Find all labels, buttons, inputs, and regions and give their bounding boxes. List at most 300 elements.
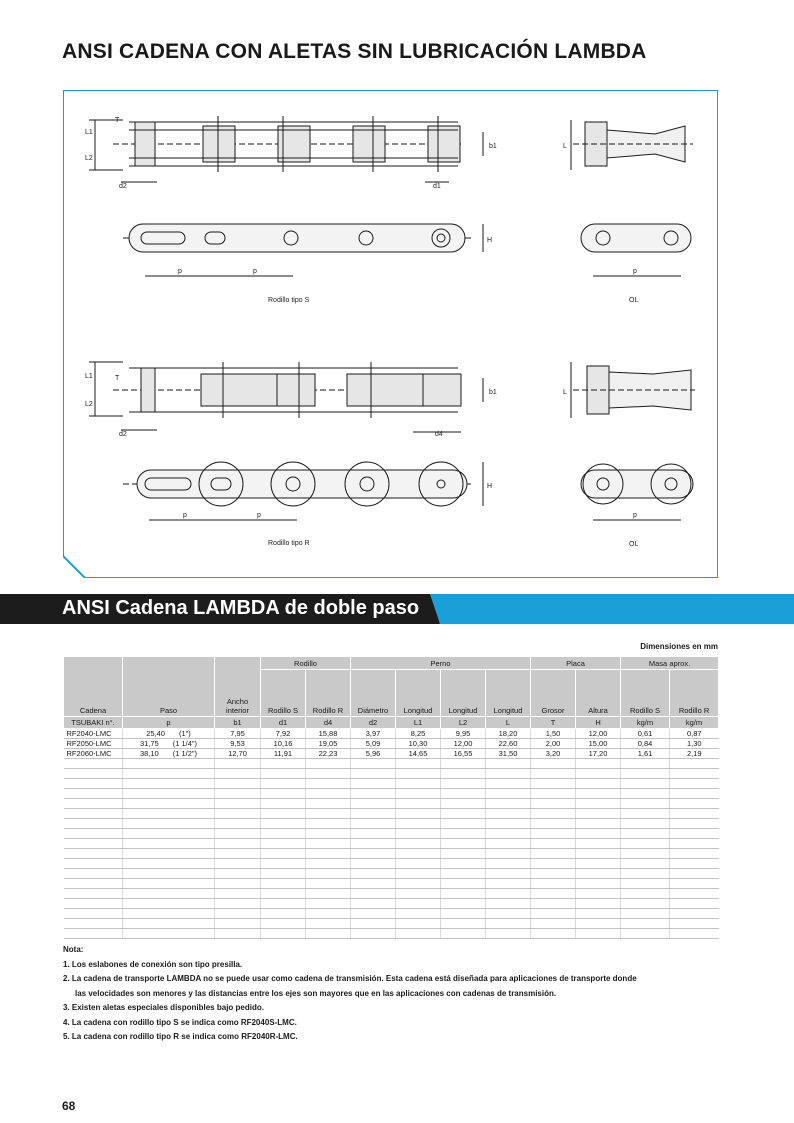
- col-masa-r: Rodillo R: [670, 670, 719, 717]
- unit-masa-r: kg/m: [670, 717, 719, 729]
- s-type-top-view: [89, 116, 483, 182]
- empty-cell: [64, 849, 123, 859]
- empty-cell: [396, 879, 441, 889]
- empty-cell: [396, 859, 441, 869]
- empty-cell: [123, 889, 215, 899]
- empty-cell: [670, 829, 719, 839]
- empty-cell: [306, 929, 351, 939]
- table-cell: RF2050-LMC: [64, 739, 123, 749]
- empty-cell: [123, 879, 215, 889]
- empty-cell: [64, 929, 123, 939]
- col-long-l: Longitud: [486, 670, 531, 717]
- empty-cell: [486, 859, 531, 869]
- col-grosor: Grosor: [531, 670, 576, 717]
- empty-cell: [486, 779, 531, 789]
- col-long-l1: Longitud: [396, 670, 441, 717]
- empty-cell: [351, 839, 396, 849]
- empty-cell: [621, 829, 670, 839]
- table-cell: 0,61: [621, 729, 670, 739]
- empty-cell: [486, 839, 531, 849]
- label-t-top: T: [115, 117, 120, 124]
- paso-mm: 38,10: [139, 749, 159, 758]
- label-d2-r: d2: [119, 431, 127, 438]
- empty-cell: [396, 809, 441, 819]
- empty-cell: [215, 879, 261, 889]
- empty-cell: [396, 799, 441, 809]
- empty-cell: [531, 829, 576, 839]
- empty-cell: [306, 869, 351, 879]
- label-d4-r: d4: [435, 431, 443, 438]
- dimensions-note: Dimensiones en mm: [640, 642, 718, 651]
- table-row: [64, 739, 719, 749]
- unit-diam: d2: [351, 717, 396, 729]
- empty-cell: [441, 779, 486, 789]
- empty-cell: [215, 889, 261, 899]
- empty-cell: [486, 879, 531, 889]
- empty-cell: [531, 789, 576, 799]
- empty-cell: [621, 789, 670, 799]
- empty-cell: [306, 779, 351, 789]
- empty-cell: [441, 859, 486, 869]
- empty-cell: [531, 929, 576, 939]
- empty-cell: [396, 839, 441, 849]
- empty-table-row: [64, 869, 719, 879]
- empty-cell: [306, 879, 351, 889]
- empty-cell: [670, 889, 719, 899]
- empty-cell: [670, 759, 719, 769]
- table-cell: 22,60: [486, 739, 531, 749]
- empty-cell: [576, 819, 621, 829]
- empty-cell: [396, 829, 441, 839]
- empty-cell: [306, 829, 351, 839]
- empty-cell: [261, 889, 306, 899]
- empty-cell: [441, 759, 486, 769]
- table-cell: 9,95: [441, 729, 486, 739]
- unit-grosor: T: [531, 717, 576, 729]
- empty-cell: [306, 789, 351, 799]
- table-cell: 10,30: [396, 739, 441, 749]
- label-l2-r: L2: [85, 401, 93, 408]
- table-cell: 17,20: [576, 749, 621, 759]
- empty-cell: [261, 769, 306, 779]
- caption-roller-s: Rodillo tipo S: [268, 297, 310, 304]
- empty-cell: [441, 799, 486, 809]
- paso-mm: 25,40: [146, 729, 165, 738]
- table-cell: 15,88: [306, 729, 351, 739]
- empty-table-row: [64, 839, 719, 849]
- empty-cell: [396, 899, 441, 909]
- empty-cell: [396, 849, 441, 859]
- note-item: 2. La cadena de transporte LAMBDA no se puede usar como cadena de transmisión. Esta cadena está diseñada para aplicaciones de transporte donde: [63, 974, 637, 983]
- empty-table-row: [64, 929, 719, 939]
- empty-cell: [621, 919, 670, 929]
- empty-cell: [351, 799, 396, 809]
- empty-cell: [576, 929, 621, 939]
- empty-cell: [576, 779, 621, 789]
- table-cell: 16,55: [441, 749, 486, 759]
- ol-bottom-side-view: [571, 362, 695, 418]
- empty-cell: [396, 929, 441, 939]
- spec-table: [63, 656, 719, 939]
- empty-cell: [306, 889, 351, 899]
- caption-ol-bottom: OL: [629, 541, 639, 548]
- empty-table-row: [64, 849, 719, 859]
- col-rod-s: Rodillo S: [261, 670, 306, 717]
- empty-cell: [576, 799, 621, 809]
- empty-cell: [261, 759, 306, 769]
- label-l-ol-top: L: [563, 143, 567, 150]
- empty-cell: [486, 919, 531, 929]
- label-d1-top: d1: [433, 183, 441, 190]
- empty-cell: [576, 859, 621, 869]
- empty-cell: [215, 919, 261, 929]
- empty-cell: [531, 799, 576, 809]
- empty-cell: [486, 759, 531, 769]
- section-title: ANSI Cadena LAMBDA de doble paso: [62, 597, 420, 619]
- empty-cell: [670, 819, 719, 829]
- label-p-s2: p: [253, 268, 257, 275]
- empty-cell: [486, 799, 531, 809]
- empty-cell: [576, 829, 621, 839]
- empty-cell: [215, 829, 261, 839]
- empty-cell: [123, 909, 215, 919]
- empty-cell: [123, 869, 215, 879]
- unit-long-l1: L1: [396, 717, 441, 729]
- empty-cell: [123, 919, 215, 929]
- empty-cell: [441, 899, 486, 909]
- empty-cell: [670, 909, 719, 919]
- empty-cell: [576, 869, 621, 879]
- empty-cell: [261, 929, 306, 939]
- unit-rod-r: d4: [306, 717, 351, 729]
- empty-cell: [215, 909, 261, 919]
- table-cell: 12,70: [215, 749, 261, 759]
- table-cell: RF2060-LMC: [64, 749, 123, 759]
- empty-cell: [531, 889, 576, 899]
- empty-cell: [396, 759, 441, 769]
- empty-cell: [351, 869, 396, 879]
- unit-ancho: b1: [215, 717, 261, 729]
- empty-cell: [531, 809, 576, 819]
- empty-cell: [441, 879, 486, 889]
- label-l1-r: L1: [85, 373, 93, 380]
- empty-cell: [123, 849, 215, 859]
- empty-cell: [531, 779, 576, 789]
- label-b1-r: b1: [489, 389, 497, 396]
- empty-cell: [261, 869, 306, 879]
- empty-cell: [351, 879, 396, 889]
- col-cadena: Cadena: [64, 657, 123, 717]
- empty-cell: [531, 909, 576, 919]
- label-l2-top: L2: [85, 155, 93, 162]
- empty-cell: [123, 769, 215, 779]
- empty-table-row: [64, 779, 719, 789]
- spec-table-body: [64, 729, 719, 939]
- label-h-s: H: [487, 237, 493, 244]
- empty-cell: [670, 849, 719, 859]
- table-cell: 1,61: [621, 749, 670, 759]
- empty-table-row: [64, 759, 719, 769]
- empty-cell: [123, 929, 215, 939]
- empty-cell: [64, 839, 123, 849]
- empty-cell: [576, 909, 621, 919]
- empty-cell: [351, 789, 396, 799]
- table-cell: [123, 749, 215, 759]
- unit-rod-s: d1: [261, 717, 306, 729]
- empty-cell: [486, 819, 531, 829]
- empty-cell: [215, 839, 261, 849]
- empty-cell: [670, 839, 719, 849]
- table-row: [64, 729, 719, 739]
- table-cell: 31,50: [486, 749, 531, 759]
- table-cell: 15,00: [576, 739, 621, 749]
- technical-drawing: [63, 90, 718, 578]
- empty-cell: [531, 849, 576, 859]
- empty-cell: [351, 889, 396, 899]
- empty-cell: [215, 849, 261, 859]
- empty-cell: [64, 859, 123, 869]
- empty-cell: [123, 759, 215, 769]
- empty-cell: [64, 759, 123, 769]
- paso-inch: (1 1/2"): [172, 749, 198, 758]
- note-item: 5. La cadena con rodillo tipo R se indica como RF2040R-LMC.: [63, 1032, 298, 1041]
- empty-cell: [486, 849, 531, 859]
- empty-cell: [531, 859, 576, 869]
- empty-cell: [670, 919, 719, 929]
- empty-cell: [306, 819, 351, 829]
- empty-cell: [670, 799, 719, 809]
- table-cell: 22,23: [306, 749, 351, 759]
- empty-cell: [396, 819, 441, 829]
- empty-cell: [306, 859, 351, 869]
- col-long-l2: Longitud: [441, 670, 486, 717]
- table-row: [64, 749, 719, 759]
- empty-cell: [351, 899, 396, 909]
- empty-cell: [531, 899, 576, 909]
- group-rodillo: Rodillo: [261, 657, 351, 670]
- empty-cell: [351, 769, 396, 779]
- table-cell: [123, 729, 215, 739]
- empty-cell: [64, 869, 123, 879]
- empty-cell: [306, 849, 351, 859]
- col-diam: Diámetro: [351, 670, 396, 717]
- empty-cell: [123, 839, 215, 849]
- empty-cell: [396, 779, 441, 789]
- empty-cell: [441, 829, 486, 839]
- empty-cell: [531, 919, 576, 929]
- empty-cell: [621, 769, 670, 779]
- drawing-frame-border: [63, 90, 718, 578]
- empty-cell: [123, 809, 215, 819]
- empty-cell: [215, 819, 261, 829]
- empty-cell: [621, 899, 670, 909]
- note-item: 1. Los eslabones de conexión son tipo presilla.: [63, 959, 243, 969]
- empty-cell: [441, 849, 486, 859]
- empty-cell: [306, 809, 351, 819]
- empty-cell: [621, 889, 670, 899]
- empty-table-row: [64, 769, 719, 779]
- empty-cell: [306, 899, 351, 909]
- empty-table-row: [64, 789, 719, 799]
- unit-masa-s: kg/m: [621, 717, 670, 729]
- empty-cell: [441, 909, 486, 919]
- label-h-r: H: [487, 483, 493, 490]
- empty-cell: [306, 799, 351, 809]
- empty-cell: [261, 779, 306, 789]
- empty-cell: [123, 819, 215, 829]
- empty-cell: [486, 929, 531, 939]
- empty-cell: [621, 759, 670, 769]
- col-paso: Paso: [123, 657, 215, 717]
- empty-cell: [215, 759, 261, 769]
- table-cell: 12,00: [576, 729, 621, 739]
- group-placa: Placa: [531, 657, 621, 670]
- empty-cell: [215, 899, 261, 909]
- empty-cell: [486, 789, 531, 799]
- table-cell: 0,87: [670, 729, 719, 739]
- table-cell: 18,20: [486, 729, 531, 739]
- empty-cell: [576, 899, 621, 909]
- empty-cell: [396, 919, 441, 929]
- page-number: 68: [62, 1099, 76, 1113]
- empty-cell: [576, 789, 621, 799]
- empty-cell: [306, 759, 351, 769]
- empty-cell: [351, 849, 396, 859]
- empty-cell: [306, 909, 351, 919]
- r-type-plan-view: [123, 462, 483, 520]
- table-cell: 5,96: [351, 749, 396, 759]
- empty-cell: [531, 769, 576, 779]
- empty-table-row: [64, 919, 719, 929]
- empty-cell: [486, 829, 531, 839]
- empty-cell: [441, 809, 486, 819]
- empty-cell: [576, 769, 621, 779]
- empty-cell: [486, 769, 531, 779]
- empty-cell: [576, 809, 621, 819]
- label-p-ol-top: p: [633, 268, 637, 275]
- table-cell: 12,00: [441, 739, 486, 749]
- empty-cell: [261, 899, 306, 909]
- empty-cell: [123, 829, 215, 839]
- table-cell: 2,00: [531, 739, 576, 749]
- table-cell: 5,09: [351, 739, 396, 749]
- chain-drawing-svg: [63, 90, 718, 578]
- empty-cell: [261, 879, 306, 889]
- empty-cell: [441, 869, 486, 879]
- empty-cell: [215, 809, 261, 819]
- empty-cell: [576, 759, 621, 769]
- empty-cell: [351, 919, 396, 929]
- empty-table-row: [64, 819, 719, 829]
- table-cell: 1,30: [670, 739, 719, 749]
- empty-cell: [123, 779, 215, 789]
- empty-table-row: [64, 829, 719, 839]
- empty-cell: [64, 879, 123, 889]
- empty-cell: [64, 769, 123, 779]
- empty-cell: [123, 799, 215, 809]
- empty-cell: [215, 799, 261, 809]
- empty-cell: [396, 789, 441, 799]
- empty-cell: [396, 769, 441, 779]
- empty-cell: [621, 779, 670, 789]
- empty-cell: [261, 809, 306, 819]
- empty-cell: [351, 829, 396, 839]
- group-perno: Perno: [351, 657, 531, 670]
- empty-cell: [621, 819, 670, 829]
- empty-cell: [621, 849, 670, 859]
- ol-top-side-view: [571, 120, 693, 170]
- empty-cell: [261, 839, 306, 849]
- table-cell: 8,25: [396, 729, 441, 739]
- col-ancho: Ancho interior: [215, 657, 261, 717]
- empty-cell: [441, 789, 486, 799]
- section-band-blue: [430, 594, 794, 624]
- empty-cell: [486, 889, 531, 899]
- table-cell: 3,20: [531, 749, 576, 759]
- paso-inch: (1 1/4"): [172, 739, 198, 748]
- table-cell: 7,95: [215, 729, 261, 739]
- empty-cell: [670, 869, 719, 879]
- empty-cell: [64, 809, 123, 819]
- empty-cell: [396, 889, 441, 899]
- empty-cell: [306, 839, 351, 849]
- empty-table-row: [64, 809, 719, 819]
- note-item: 4. La cadena con rodillo tipo S se indica como RF2040S-LMC.: [63, 1017, 297, 1027]
- empty-cell: [621, 809, 670, 819]
- empty-cell: [215, 929, 261, 939]
- table-cell: 9,53: [215, 739, 261, 749]
- empty-cell: [486, 809, 531, 819]
- label-d2-top: d2: [119, 183, 127, 190]
- empty-cell: [123, 789, 215, 799]
- group-masa: Masa aprox.: [621, 657, 719, 670]
- empty-cell: [396, 909, 441, 919]
- note-item: 3. Existen aletas especiales disponibles bajo pedido.: [63, 1003, 264, 1012]
- label-t-r: T: [115, 375, 120, 382]
- empty-cell: [215, 779, 261, 789]
- empty-table-row: [64, 879, 719, 889]
- empty-cell: [261, 829, 306, 839]
- table-cell: 11,91: [261, 749, 306, 759]
- section-band: [0, 594, 794, 624]
- empty-cell: [441, 889, 486, 899]
- label-p-s1: p: [178, 268, 182, 275]
- empty-cell: [351, 809, 396, 819]
- page-title: ANSI CADENA CON ALETAS SIN LUBRICACIÓN LAMBDA: [62, 40, 647, 63]
- empty-cell: [215, 869, 261, 879]
- empty-cell: [64, 799, 123, 809]
- unit-paso: p: [123, 717, 215, 729]
- empty-cell: [261, 919, 306, 929]
- empty-cell: [64, 909, 123, 919]
- empty-cell: [441, 839, 486, 849]
- empty-cell: [531, 869, 576, 879]
- caption-ol-top: OL: [629, 297, 639, 304]
- empty-cell: [64, 889, 123, 899]
- empty-cell: [306, 769, 351, 779]
- table-cell: 0,84: [621, 739, 670, 749]
- empty-cell: [351, 859, 396, 869]
- label-b1-top: b1: [489, 143, 497, 150]
- empty-cell: [351, 929, 396, 939]
- unit-long-l2: L2: [441, 717, 486, 729]
- empty-cell: [670, 879, 719, 889]
- table-cell: 10,16: [261, 739, 306, 749]
- empty-cell: [621, 839, 670, 849]
- table-cell: RF2040-LMC: [64, 729, 123, 739]
- empty-cell: [64, 919, 123, 929]
- empty-cell: [261, 799, 306, 809]
